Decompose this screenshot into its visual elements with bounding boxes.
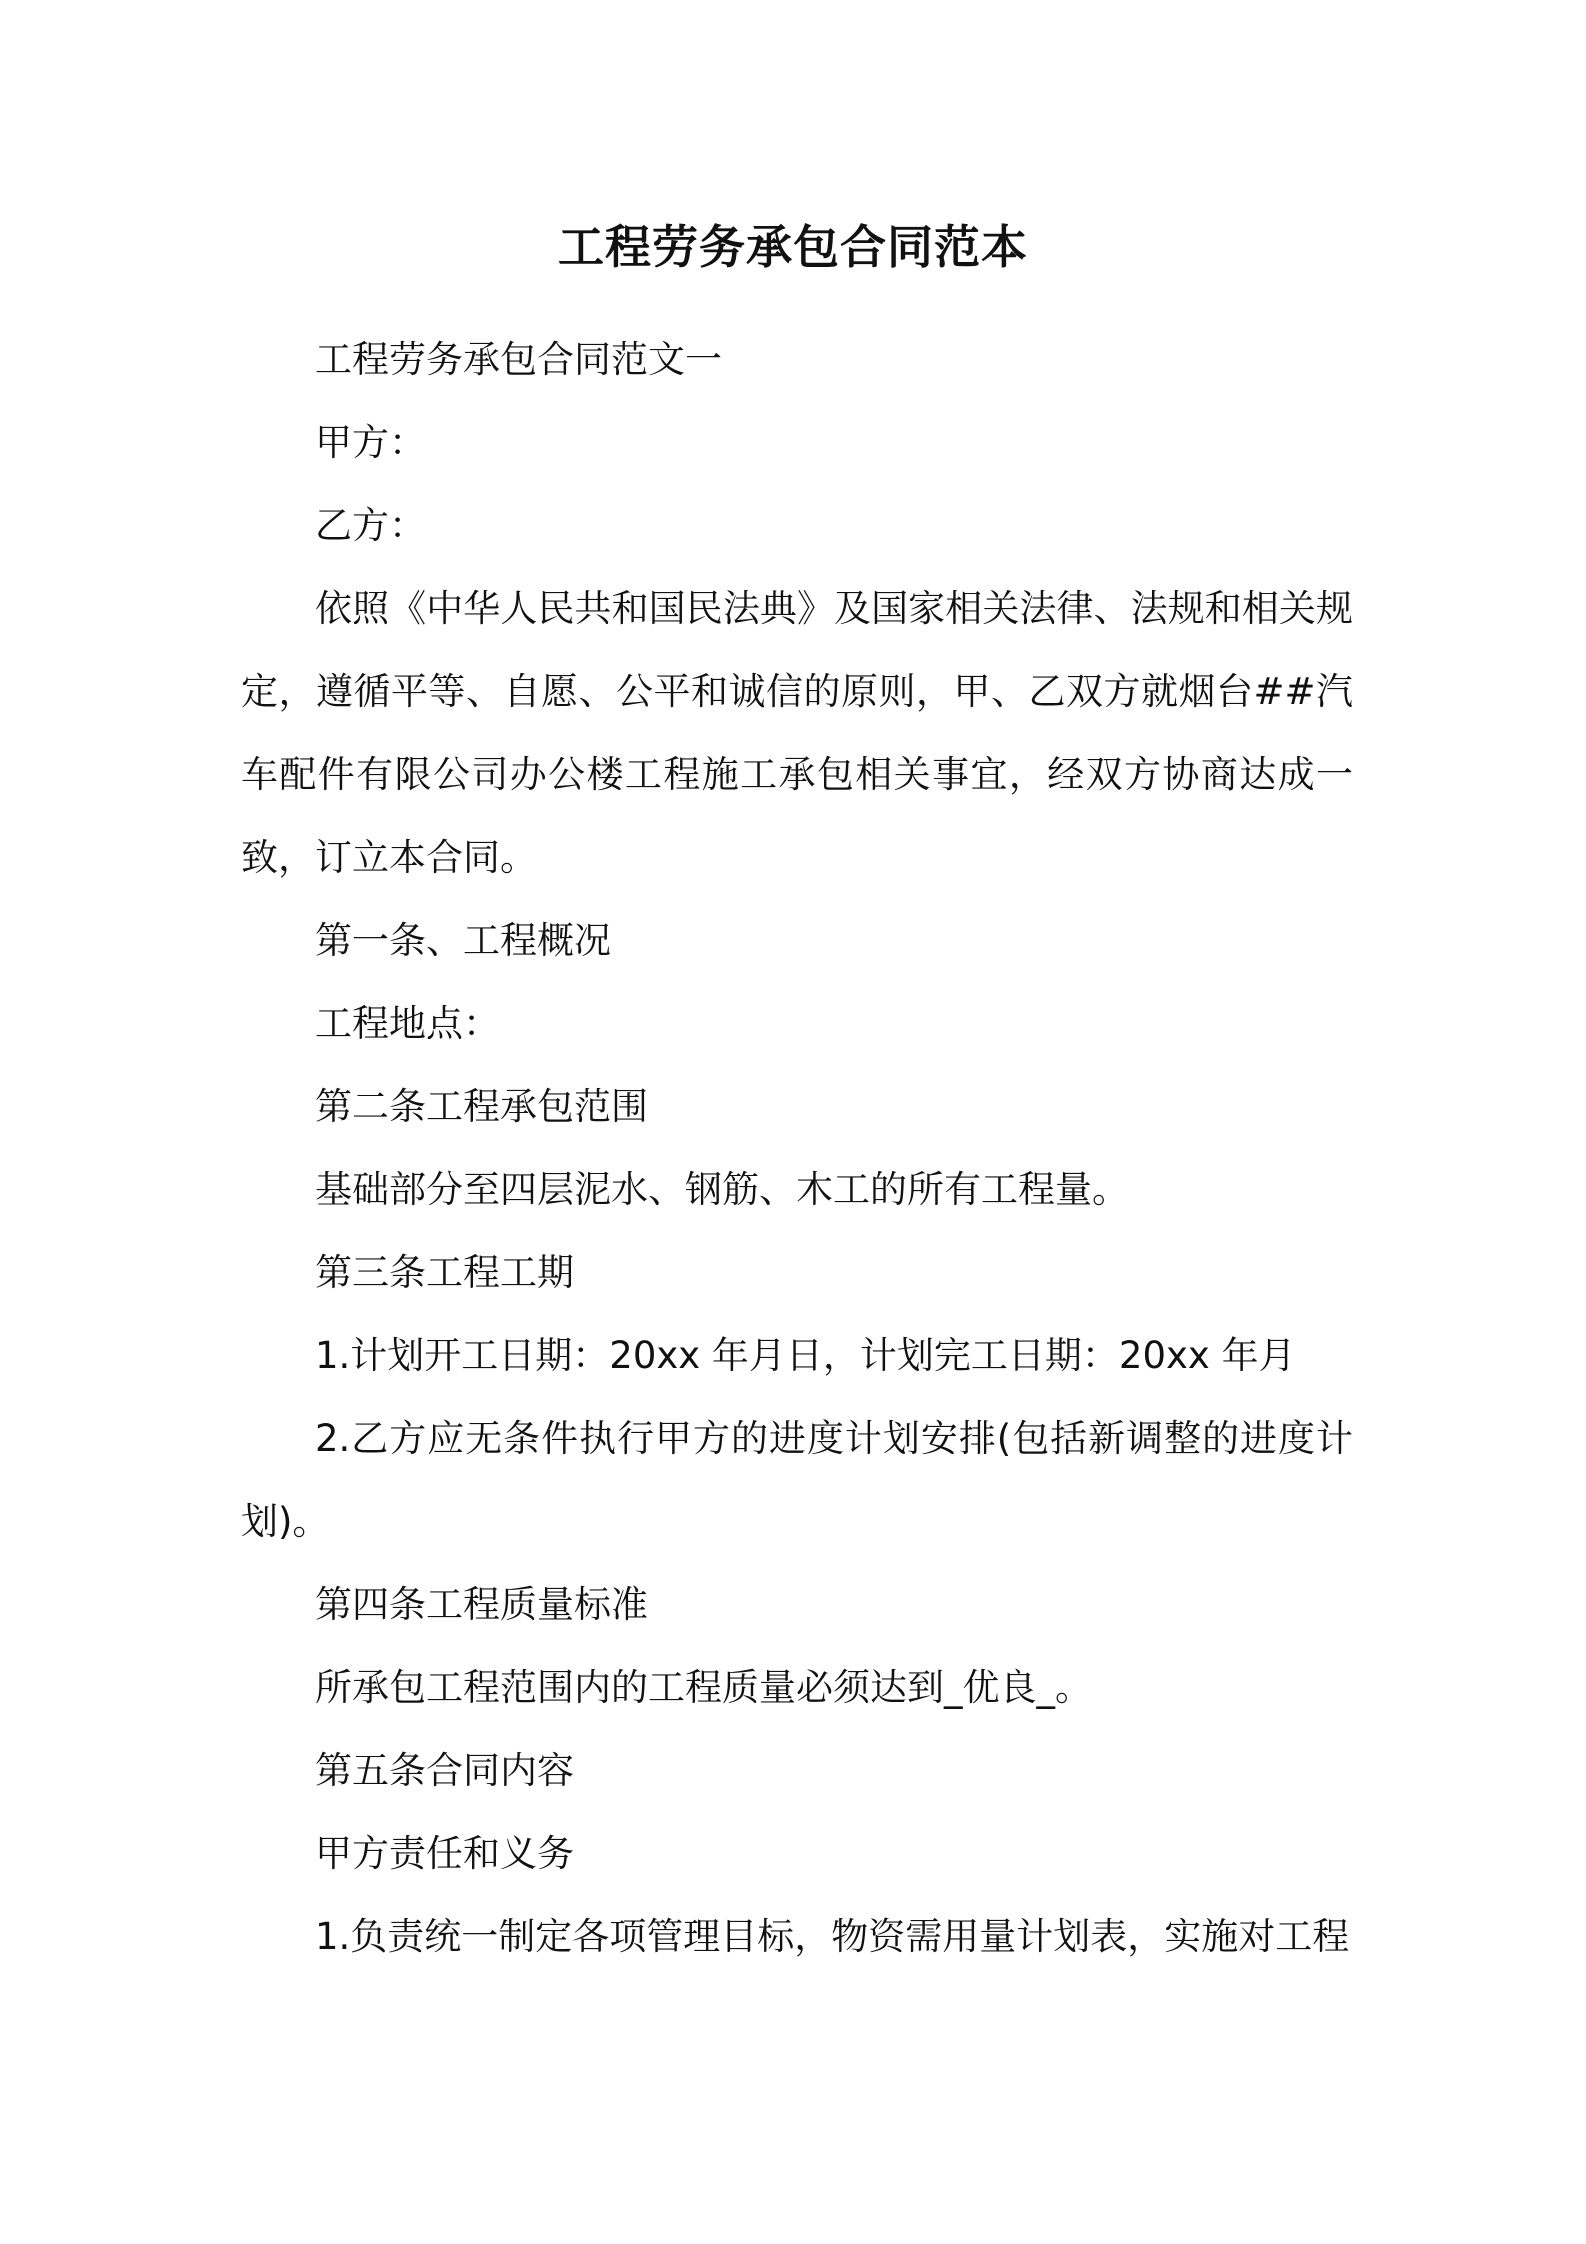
paragraph-location: 工程地点：	[315, 1002, 500, 1045]
paragraph-party-a: 甲方：	[315, 421, 426, 464]
document-title: 工程劳务承包合同范本	[558, 220, 1028, 274]
paragraph-party-a-duties: 甲方责任和义务	[315, 1832, 574, 1875]
article-3-heading: 第三条工程工期	[315, 1251, 574, 1294]
paragraph-quality: 所承包工程范围内的工程质量必须达到_优良_。	[315, 1666, 1092, 1709]
paragraph-subtitle: 工程劳务承包合同范文一	[315, 338, 722, 381]
paragraph-preamble: 依照《中华人民共和国民法典》及国家相关法律、法规和相关规定，遵循平等、自愿、公平和诚信的原则，甲、乙双方就烟台##汽车配件有限公司办公楼工程施工承包相关事宜，经双方协商达成一致，订立本合同。	[241, 587, 1353, 879]
paragraph-party-b: 乙方：	[315, 504, 426, 547]
article-2-heading: 第二条工程承包范围	[315, 1085, 648, 1128]
paragraph-duty-1: 1.负责统一制定各项管理目标，物资需用量计划表，实施对工程	[315, 1915, 1350, 1958]
paragraph-scope: 基础部分至四层泥水、钢筋、木工的所有工程量。	[315, 1168, 1129, 1211]
paragraph-schedule-1: 1.计划开工日期：20xx 年月日，计划完工日期：20xx 年月	[315, 1334, 1296, 1377]
article-1-heading: 第一条、工程概况	[315, 919, 611, 962]
article-5-heading: 第五条合同内容	[315, 1749, 574, 1792]
paragraph-schedule-2: 2.乙方应无条件执行甲方的进度计划安排(包括新调整的进度计划)。	[241, 1417, 1353, 1543]
document-body	[241, 318, 1353, 1978]
article-4-heading: 第四条工程质量标准	[315, 1583, 648, 1626]
